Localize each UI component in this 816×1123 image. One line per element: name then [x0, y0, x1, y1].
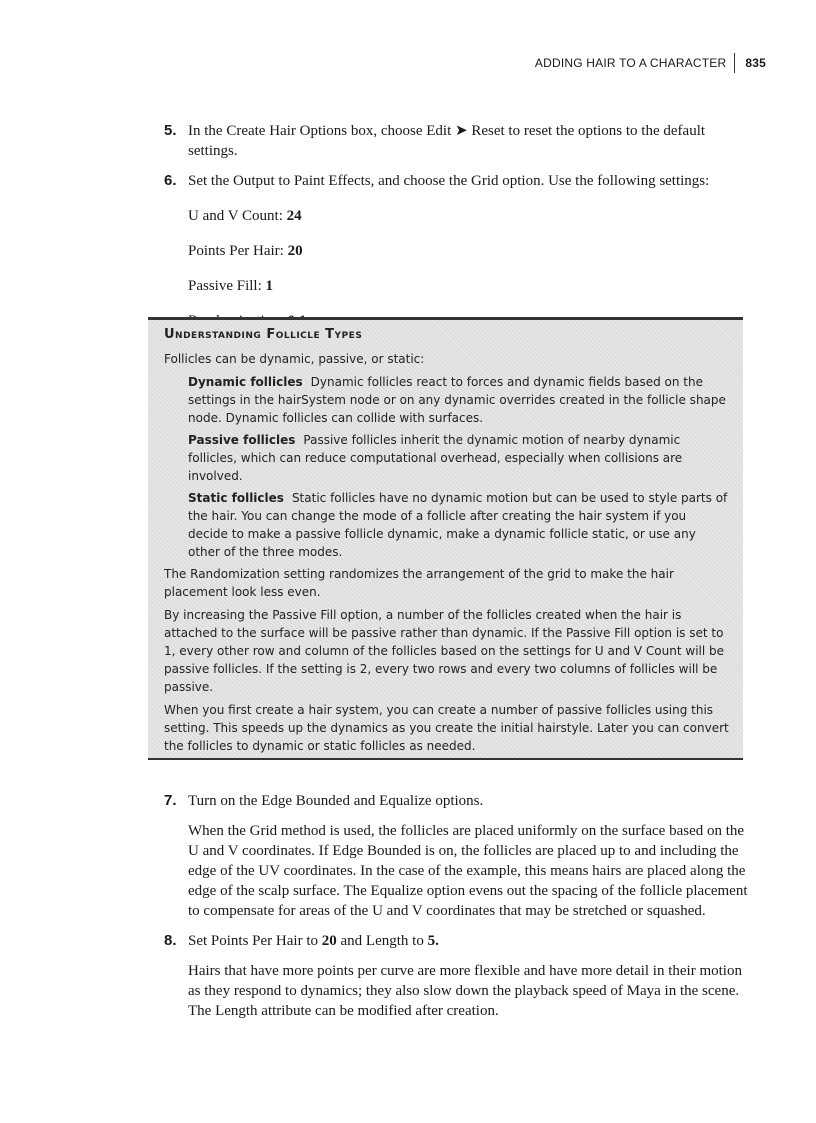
definition-term: Passive follicles: [188, 433, 296, 447]
steps-top: [164, 121, 754, 346]
definition-passive: [188, 431, 729, 485]
sidebar-title: Understanding Follicle Types: [164, 327, 363, 342]
setting-passive-fill: [188, 276, 754, 296]
setting-uv-count: [188, 206, 754, 226]
step-text: In the Create Hair Options box, choose Edit ➤ Reset to reset the options to the default settings.: [188, 123, 706, 159]
definition-dynamic: [188, 373, 729, 427]
setting-value: 1: [265, 278, 274, 294]
step-7: [164, 791, 754, 811]
step-number: 5.: [164, 122, 177, 139]
step-number: 6.: [164, 172, 177, 189]
step-text: Turn on the Edge Bounded and Equalize options.: [188, 793, 484, 809]
steps-bottom: [164, 791, 754, 1031]
page-number: 835: [745, 56, 766, 70]
step-6: [164, 171, 754, 191]
sidebar-follicle-types: [148, 317, 743, 760]
definition-text: Passive follicles inherit the dynamic motion of nearby dynamic follicles, which can reduce computational overhead, especially when collisions are involved.: [188, 433, 683, 483]
step-8: [164, 931, 754, 951]
step-value: 5.: [427, 933, 439, 949]
definition-text: Static follicles have no dynamic motion but can be used to style parts of the hair. You can change the mode of a follicle after creating the hair system if you decide to make a passive follicle dynamic, make a dynamic follicle static, or use any other of the three modes.: [188, 491, 728, 559]
step-number: 7.: [164, 792, 177, 809]
step-text: Set Points Per Hair to 20 and Length to 5.: [188, 933, 439, 949]
setting-label: Points Per Hair:: [188, 243, 284, 259]
step-paragraph: Hairs that have more points per curve are more flexible and have more detail in their motion as they respond to dynamics; they also slow down the playback speed of Maya in the scene. The Length attribute can be modified after creation.: [188, 963, 742, 1019]
setting-label: U and V Count:: [188, 208, 283, 224]
step-text: Set the Output to Paint Effects, and choose the Grid option. Use the following settings:: [188, 173, 710, 189]
definition-term: Dynamic follicles: [188, 375, 303, 389]
step-number: 8.: [164, 932, 177, 949]
definition-static: [188, 489, 729, 561]
step-5: [164, 121, 754, 161]
definition-term: Static follicles: [188, 491, 284, 505]
setting-points-per-hair: [188, 241, 754, 261]
definition-text: Dynamic follicles react to forces and dynamic fields based on the settings in the hairSystem node or on any dynamic overrides created in the follicle shape node. Dynamic follicles can collide with surfaces.: [188, 375, 726, 425]
step-value: 20: [321, 933, 337, 949]
sidebar-paragraph: When you first create a hair system, you can create a number of passive follicles using this setting. This speeds up the dynamics as you create the initial hairstyle. Later you can convert the follicles to dynamic or static follicles as needed.: [164, 703, 729, 753]
step-paragraph: When the Grid method is used, the follicles are placed uniformly on the surface based on the U and V coordinates. If Edge Bounded is on, the follicles are placed up to and including the edge of the UV coordinates. In the case of the example, this means hairs are placed along the edge of the scalp surface. The Equalize option evens out the spacing of the follicle placement to compensate for areas of the U and V coordinates that may be stretched or squashed.: [188, 823, 748, 919]
running-title: ADDING HAIR TO A CHARACTER: [535, 53, 735, 73]
running-head: [535, 53, 766, 73]
setting-value: 20: [287, 243, 303, 259]
sidebar-paragraph: By increasing the Passive Fill option, a number of the follicles created when the hair is attached to the surface will be passive rather than dynamic. If the Passive Fill option is set to 1, every other row and column of the follicles based on the settings for U and V Count will be passive follicles. If the setting is 2, every two rows and every two columns of follicles will be passive.: [164, 608, 725, 694]
sidebar-intro: Follicles can be dynamic, passive, or static:: [164, 352, 425, 366]
setting-label: Passive Fill:: [188, 278, 262, 294]
sidebar-paragraph: The Randomization setting randomizes the arrangement of the grid to make the hair placement look less even.: [164, 567, 674, 599]
setting-value: 24: [286, 208, 302, 224]
